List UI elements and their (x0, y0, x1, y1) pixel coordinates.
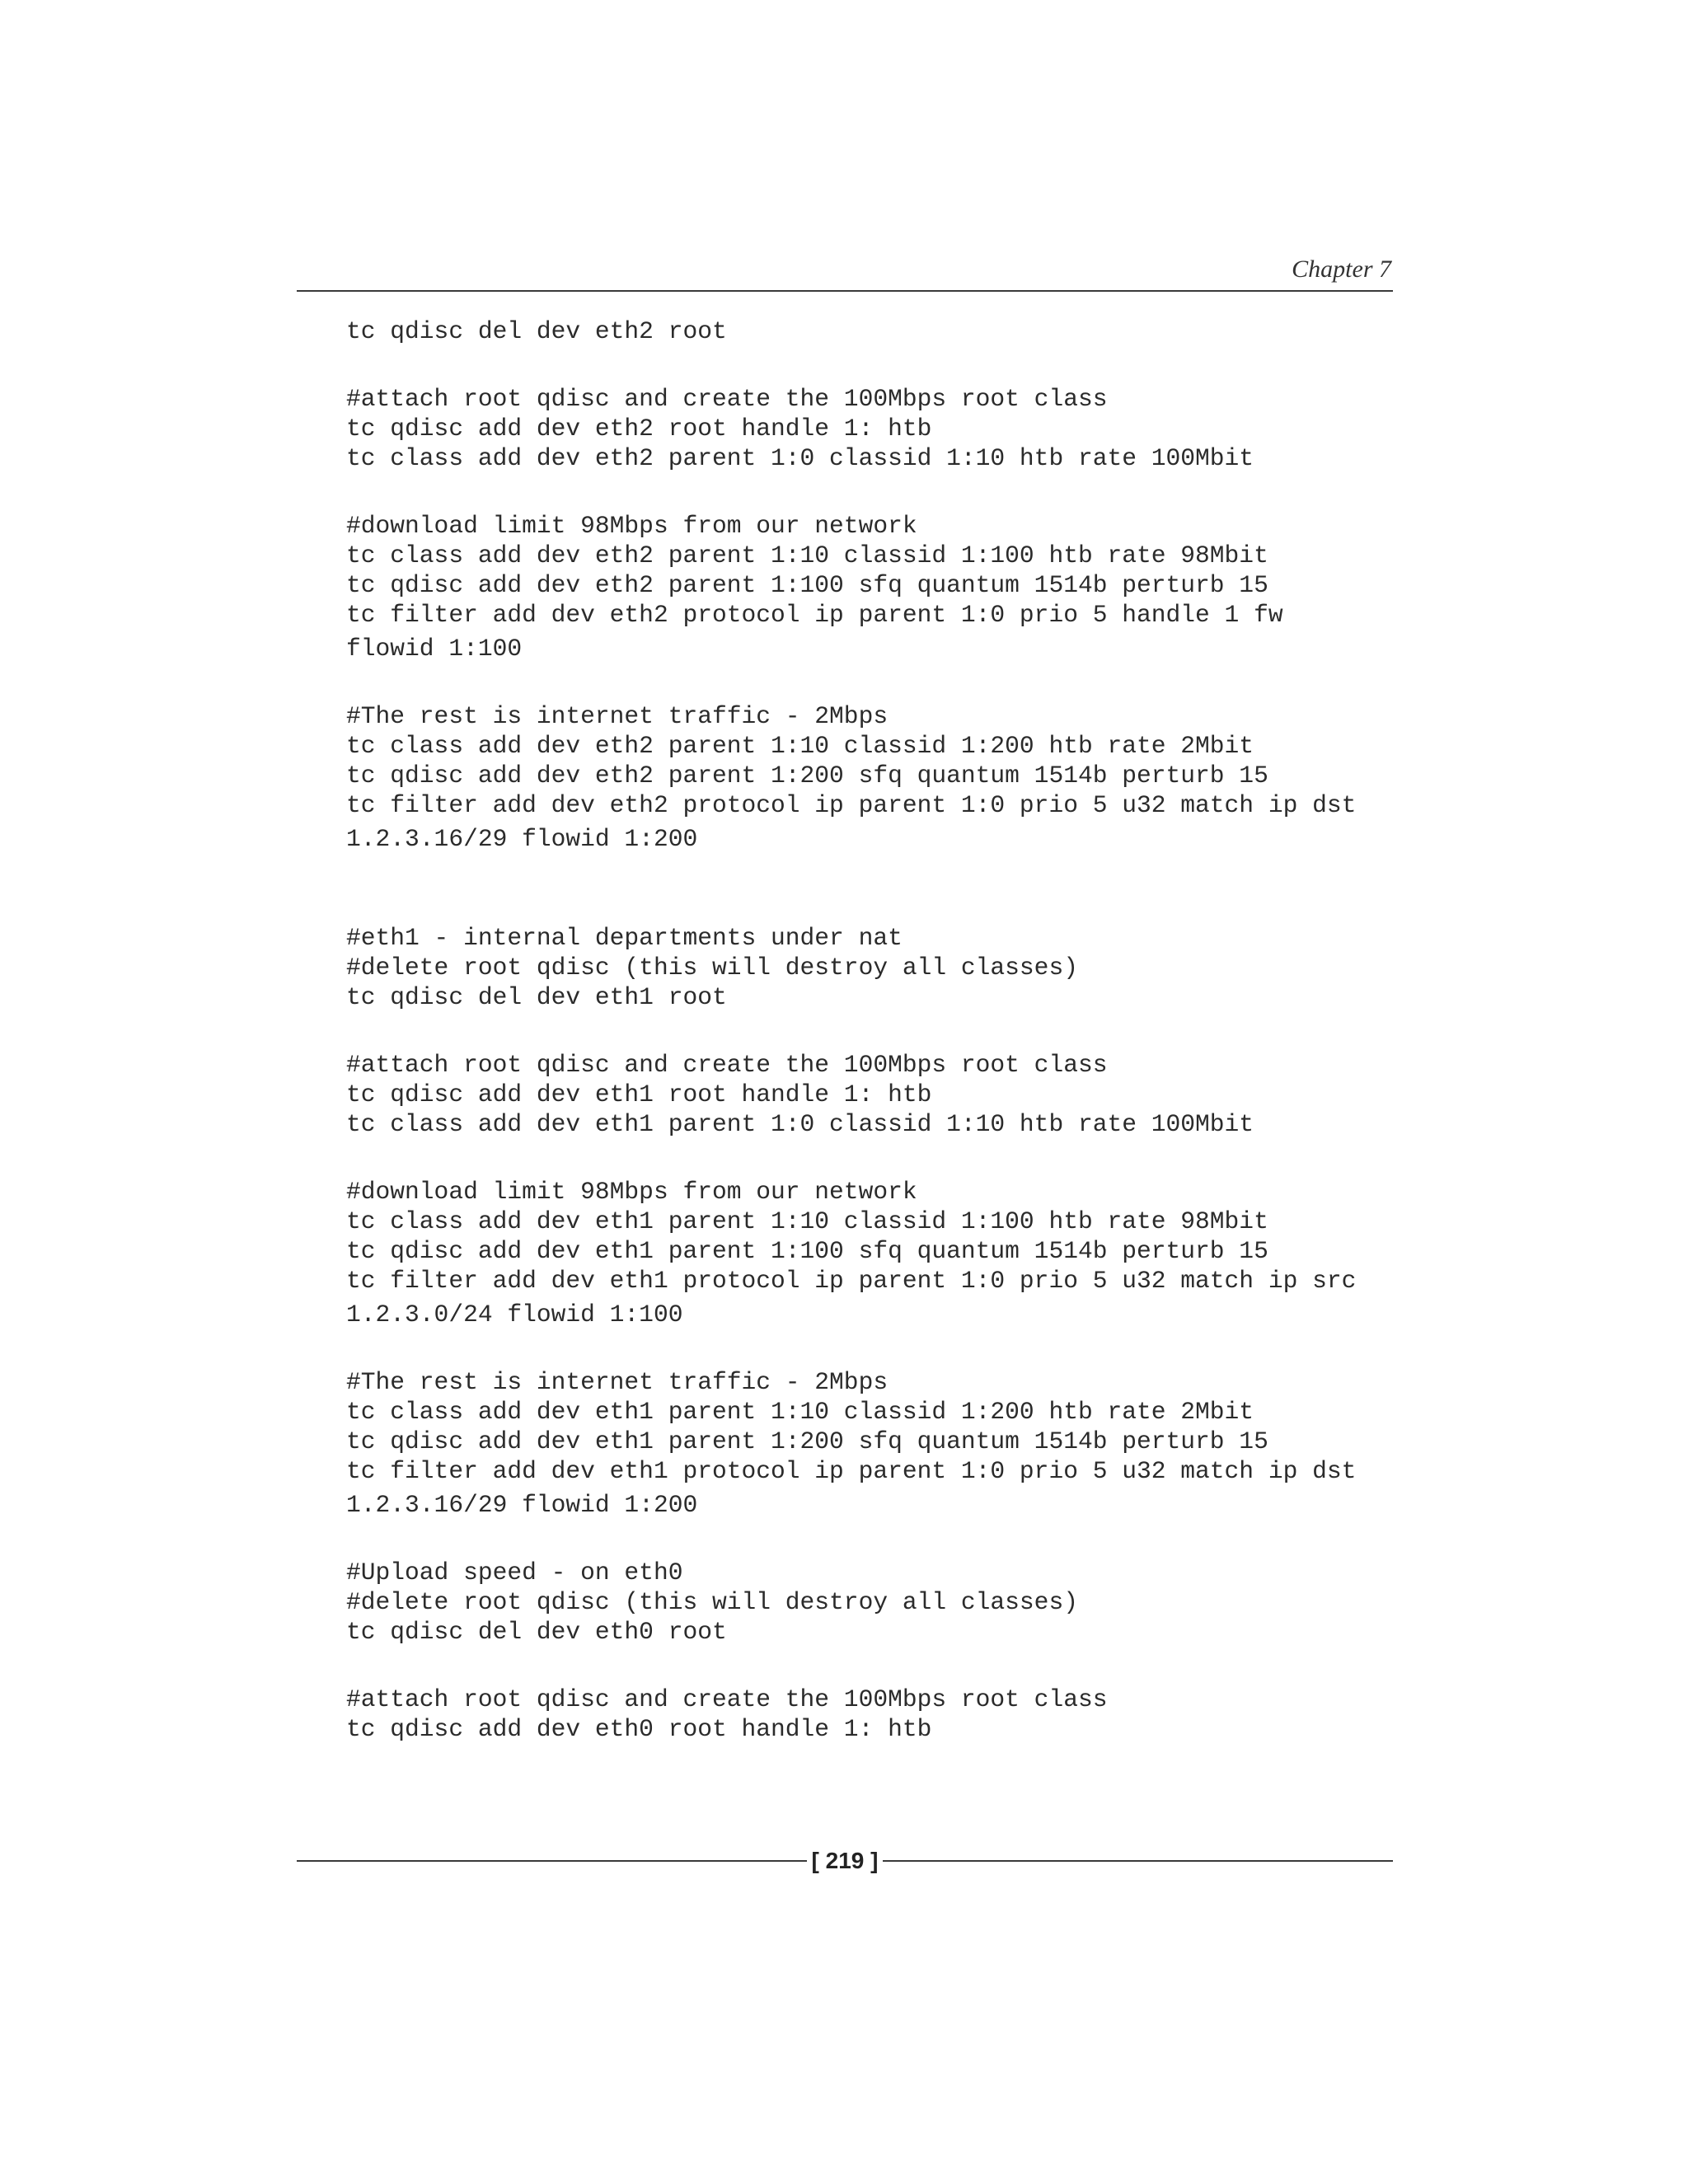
code-line: 1.2.3.16/29 flowid 1:200 (346, 1491, 698, 1519)
code-line: tc qdisc add dev eth2 root handle 1: htb (346, 415, 932, 443)
page-number: [ 219 ] (811, 1848, 879, 1873)
code-line: #download limit 98Mbps from our network (346, 512, 917, 540)
code-blank-line (346, 854, 1376, 923)
code-blank-line (346, 663, 1376, 701)
code-line: tc filter add dev eth2 protocol ip parent 1:0 prio 5 handle 1 fw (346, 601, 1283, 629)
code-line: tc qdisc add dev eth0 root handle 1: htb (346, 1715, 932, 1743)
code-line: tc qdisc add dev eth1 root handle 1: htb (346, 1080, 932, 1108)
code-line: tc filter add dev eth2 protocol ip parent 1:0 prio 5 u32 match ip dst (346, 791, 1357, 819)
code-line: tc class add dev eth2 parent 1:10 classid 1:200 htb rate 2Mbit (346, 732, 1254, 760)
code-line: 1.2.3.16/29 flowid 1:200 (346, 825, 698, 853)
code-line: tc class add dev eth1 parent 1:0 classid 1:10 htb rate 100Mbit (346, 1110, 1254, 1138)
header-rule (297, 290, 1393, 292)
code-line: #download limit 98Mbps from our network (346, 1178, 917, 1206)
code-line: #delete root qdisc (this will destroy all classes) (346, 1588, 1078, 1616)
code-line: #attach root qdisc and create the 100Mbps root class (346, 1051, 1108, 1079)
code-line: tc qdisc del dev eth2 root (346, 317, 727, 345)
code-line: tc class add dev eth1 parent 1:10 classid 1:100 htb rate 98Mbit (346, 1207, 1268, 1235)
code-line: #delete root qdisc (this will destroy all classes) (346, 954, 1078, 982)
code-line: 1.2.3.0/24 flowid 1:100 (346, 1301, 683, 1329)
code-line: tc qdisc add dev eth2 parent 1:100 sfq quantum 1514b perturb 15 (346, 571, 1268, 599)
code-line: #The rest is internet traffic - 2Mbps (346, 702, 889, 730)
code-blank-line (346, 1647, 1376, 1685)
footer-rule-right (883, 1860, 1393, 1862)
code-blank-line (346, 1139, 1376, 1177)
page-footer (297, 1844, 1393, 1877)
code-line: tc qdisc add dev eth2 parent 1:200 sfq quantum 1514b perturb 15 (346, 762, 1268, 790)
code-blank-line (346, 473, 1376, 511)
code-line: flowid 1:100 (346, 635, 523, 663)
code-line: #The rest is internet traffic - 2Mbps (346, 1368, 889, 1396)
code-line: tc class add dev eth1 parent 1:10 classid 1:200 htb rate 2Mbit (346, 1398, 1254, 1426)
code-line: tc qdisc add dev eth1 parent 1:200 sfq quantum 1514b perturb 15 (346, 1427, 1268, 1455)
code-line: tc filter add dev eth1 protocol ip parent 1:0 prio 5 u32 match ip dst (346, 1457, 1357, 1485)
footer-rule-left (297, 1860, 807, 1862)
code-line: tc qdisc del dev eth0 root (346, 1618, 727, 1646)
code-listing (346, 316, 1376, 1744)
code-blank-line (346, 1012, 1376, 1050)
code-blank-line (346, 346, 1376, 384)
code-line: #Upload speed - on eth0 (346, 1558, 683, 1586)
code-line: tc class add dev eth2 parent 1:10 classid 1:100 htb rate 98Mbit (346, 541, 1268, 569)
code-blank-line (346, 1329, 1376, 1367)
code-line: tc qdisc del dev eth1 root (346, 983, 727, 1011)
code-line: tc class add dev eth2 parent 1:0 classid 1:10 htb rate 100Mbit (346, 444, 1254, 472)
code-line: #attach root qdisc and create the 100Mbps root class (346, 385, 1108, 413)
code-line: tc qdisc add dev eth1 parent 1:100 sfq quantum 1514b perturb 15 (346, 1237, 1268, 1265)
code-line: tc filter add dev eth1 protocol ip parent 1:0 prio 5 u32 match ip src (346, 1267, 1357, 1295)
chapter-label: Chapter 7 (1292, 255, 1391, 283)
code-line: #eth1 - internal departments under nat (346, 924, 903, 952)
code-blank-line (346, 1520, 1376, 1558)
code-line: #attach root qdisc and create the 100Mbps root class (346, 1685, 1108, 1713)
